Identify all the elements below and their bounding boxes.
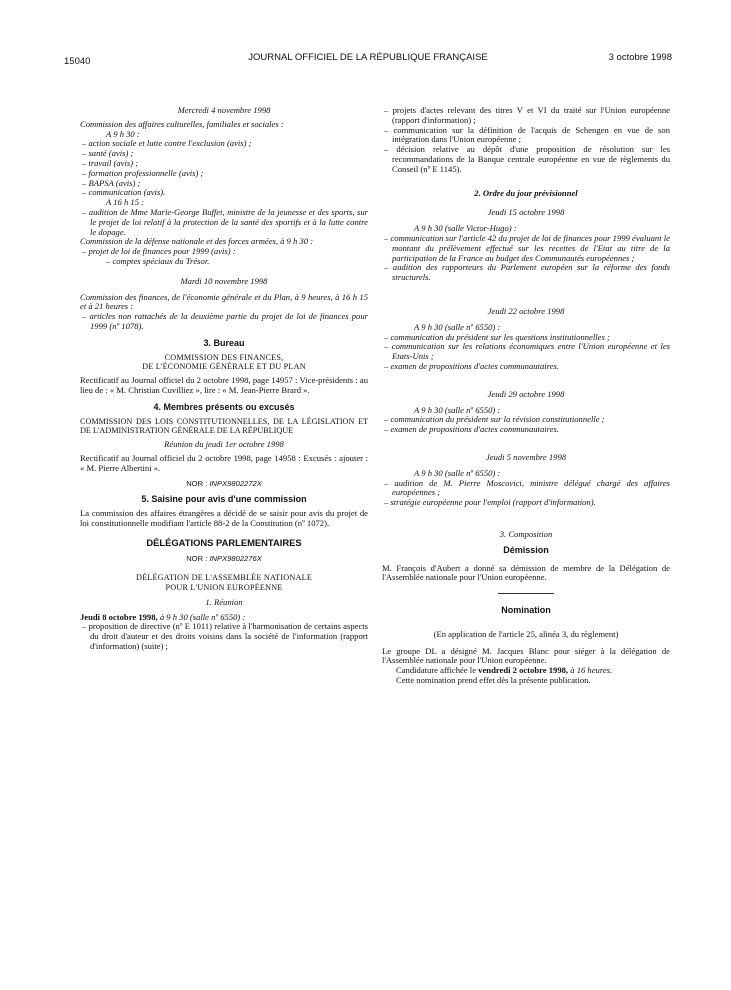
delegation-caps: DÉLÉGATION DE L'ASSEMBLÉE NATIONALE [135, 573, 313, 583]
agenda-item: – projets d'actes relevant des titres V et VI du traité sur l'Union européenne (rapport d'information) ; [384, 105, 670, 125]
effect-text: Cette nomination prend effet dès la présente publication. [396, 675, 591, 686]
agenda-item: – BAPSA (avis) ; [82, 177, 141, 188]
meeting-date: Jeudi 8 octobre 1998, [80, 611, 158, 622]
left-column [80, 106, 368, 652]
right-column [382, 106, 670, 686]
section-heading: 4. Membres présents ou excusés [153, 401, 295, 412]
agenda-item: – projet de loi de finances pour 1999 (avis) : [82, 246, 236, 257]
commission-caps: COMMISSION DES FINANCES, [164, 352, 284, 362]
subsection-heading: 2. Ordre du jour prévisionnel [474, 187, 578, 198]
nor-reference [80, 479, 368, 489]
delegation-caps: POUR L'UNION EUROPÉENNE [165, 583, 283, 593]
subsection-heading: 1. Réunion [205, 596, 243, 607]
saisine-text: La commission des affaires étrangères a décidé de se saisir pour avis du projet de loi constitutionnelle modifiant l'article 88-2 de la Constitution (nº 1072). [80, 508, 368, 528]
section-heading: Démission [503, 544, 549, 555]
agenda-item: – audition de Mme Marie-George Buffet, ministre de la jeunesse et des sports, sur le projet de loi relatif à la protection de la santé des sportifs et à la lutte contre le dopage. [82, 206, 368, 237]
nor-label: NOR : [186, 478, 208, 488]
agenda-item: – communication du président sur la révision constitutionnelle ; [384, 414, 605, 425]
nomination-text: Le groupe DL a désigné M. Jacques Blanc pour siéger à la délégation de l'Assemblée nationale pour l'Union européenne. [382, 645, 670, 666]
page-header [64, 52, 672, 66]
section-heading: 5. Saisine pour avis d'une commission [141, 494, 307, 505]
date-heading: Mardi 10 novembre 1998 [180, 275, 268, 286]
reunion-heading: Réunion du jeudi 1er octobre 1998 [164, 439, 284, 450]
section-heading: 3. Bureau [203, 337, 245, 348]
agenda-item: – travail (avis) ; [82, 157, 139, 168]
meeting-time: à 9 h 30 (salle nº 6550) : [157, 611, 246, 622]
date-heading: Jeudi 29 octobre 1998 [487, 388, 565, 399]
candidature-date: vendredi 2 octobre 1998, [478, 665, 569, 676]
agenda-item: – audition de M. Pierre Moscovici, ministre délégué chargé des affaires européennes ; [384, 477, 670, 498]
agenda-item: – communication (avis). [82, 187, 166, 198]
agenda-item: – stratégie européenne pour l'emploi (rapport d'information). [384, 497, 596, 508]
commission-caps: COMMISSION DES LOIS CONSTITUTIONNELLES, DE LA LÉGISLATION ET DE L'ADMINISTRATION GÉNÉRALE DE LA RÉPUBLIQUE [80, 416, 368, 436]
agenda-item: – communication du président sur les questions institutionnelles ; [384, 331, 610, 342]
subsection-heading: 3. Composition [499, 528, 553, 539]
agenda-item: – communication sur l'article 42 du projet de loi de finances pour 1999 évaluant le montant du prélèvement effectué sur les recettes de l'Etat au titre de la participation de la France au budget des Communautés européennes ; [384, 232, 670, 263]
agenda-item: – proposition de directive (nº E 1011) relative à l'harmonisation de certains aspects du droit d'auteur et des droits voisins dans la société de l'information (rapport d'information) (suite) ; [82, 621, 368, 652]
date-heading: Jeudi 22 octobre 1998 [487, 305, 565, 316]
delegations-heading: DÉLÉGATIONS PARLEMENTAIRES [146, 536, 302, 548]
agenda-item: – formation professionnelle (avis) ; [82, 167, 204, 178]
date-heading: Mercredi 4 novembre 1998 [177, 105, 271, 115]
rectificatif: Rectificatif au Journal officiel du 2 octobre 1998, page 14958 : Excusés : ajouter : « M. Pierre Albertini ». [80, 452, 368, 473]
section-heading: Nomination [501, 605, 551, 616]
time-label: A 9 h 30 (salle nº 6550) : [414, 404, 501, 415]
application-note: (En application de l'article 25, alinéa 3, du règlement) [433, 628, 619, 639]
candidature-prefix: Candidature affichée le [396, 665, 479, 676]
commission-name: Commission des finances, de l'économie générale et du Plan, à 9 heures, à 16 h 15 et à 21 heures : [80, 291, 368, 312]
nor-code: INPX9802276X [209, 554, 262, 564]
commission-name: Commission de la défense nationale et des forces armées, à 9 h 30 : [80, 236, 314, 247]
date-heading: Jeudi 15 octobre 1998 [487, 207, 565, 218]
nor-code: INPX9802272X [209, 478, 262, 488]
time-label: A 9 h 30 (salle nº 6550) : [414, 467, 501, 478]
agenda-subitem: – comptes spéciaux du Trésor. [106, 255, 210, 266]
agenda-item: – communication sur la définition de l'acquis de Schengen en vue de son intégration dans l'Union européenne ; [384, 124, 670, 145]
divider [498, 593, 554, 594]
issue-date: 3 octobre 1998 [608, 52, 672, 63]
agenda-item: – articles non rattachés de la deuxième partie du projet de loi de finances pour 1999 (nº 1078). [82, 311, 368, 331]
agenda-item: – décision relative au dépôt d'une proposition de résolution sur les recommandations de la Banque centrale européenne en vue de règlements du Conseil (nº E 1145). [384, 144, 670, 174]
time-label: A 16 h 15 : [106, 197, 145, 208]
time-label: A 9 h 30 : [106, 128, 140, 139]
journal-title: JOURNAL OFFICIEL DE LA RÉPUBLIQUE FRANÇAISE [248, 52, 488, 63]
agenda-list [80, 139, 368, 198]
nor-label: NOR : [186, 554, 208, 564]
agenda-item: – examen de propositions d'actes communautaires. [384, 360, 559, 371]
commission-name: Commission des affaires culturelles, familiales et sociales : [80, 118, 284, 129]
agenda-item: – action sociale et lutte contre l'exclusion (avis) ; [82, 138, 252, 149]
page-number: 15040 [64, 56, 91, 67]
nor-reference [80, 554, 368, 564]
agenda-item: – santé (avis) ; [82, 148, 134, 159]
agenda-item: – examen de propositions d'actes communautaires. [384, 424, 559, 435]
demission-text: M. François d'Aubert a donné sa démission de membre de la Délégation de l'Assemblée nationale pour l'Union européenne. [382, 562, 670, 583]
date-heading: Jeudi 5 novembre 1998 [485, 451, 567, 462]
commission-caps: DE L'ÉCONOMIE GÉNÉRALE ET DU PLAN [142, 362, 306, 372]
agenda-item: – communication sur les relations économiques entre l'Union européenne et les Etats-Unis ; [384, 341, 670, 362]
candidature-time: à 16 heures. [568, 665, 613, 676]
agenda-item: – audition des rapporteurs du Parlement européen sur la réforme des fonds structurels. [384, 262, 670, 283]
time-label: A 9 h 30 (salle nº 6550) : [414, 321, 501, 332]
time-label: A 9 h 30 (salle Victor-Hugo) : [414, 223, 517, 234]
rectificatif: Rectificatif au Journal officiel du 2 octobre 1998, page 14957 : Vice-présidents : au lieu de : « M. Christian Cuvilliez », lire : « M. Jean-Pierre Brard ». [80, 375, 368, 395]
